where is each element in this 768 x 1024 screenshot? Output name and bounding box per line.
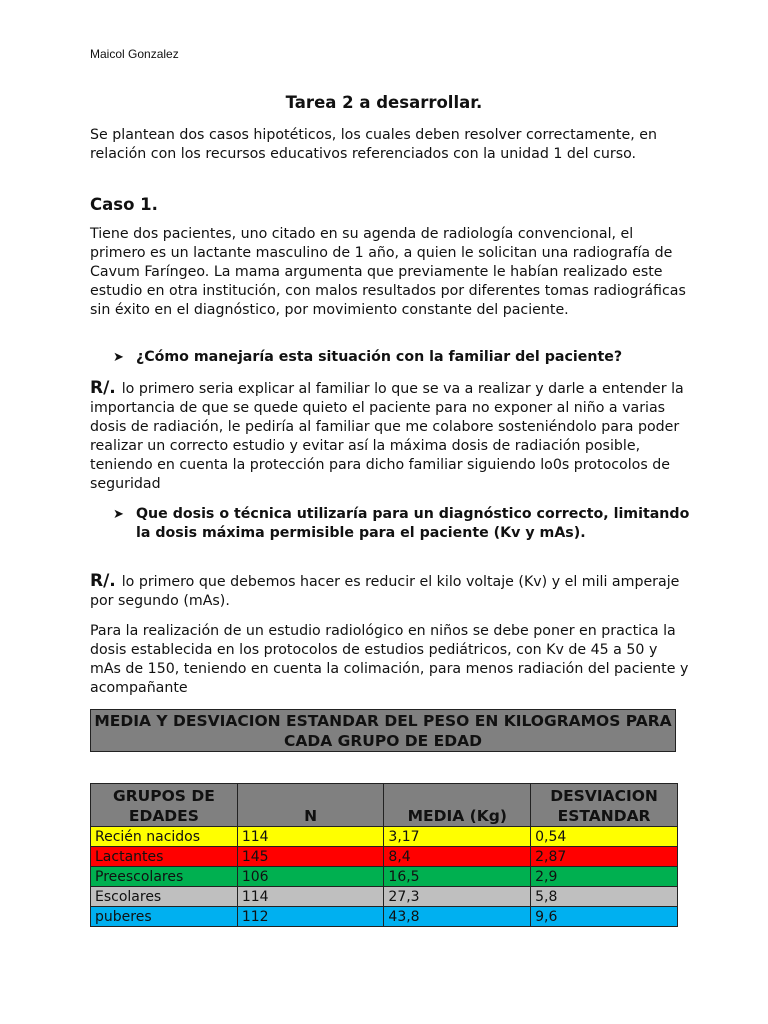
question-2-text: Que dosis o técnica utilizaría para un diagnóstico correcto, limitando la dosis máxima permisible para el paciente (Kv y mAs). bbox=[136, 506, 690, 541]
table-row bbox=[91, 887, 678, 907]
table-row bbox=[91, 907, 678, 927]
case-paragraph: Tiene dos pacientes, uno citado en su agenda de radiología convencional, el primero es un lactante masculino de 1 año, a quien le solicitan una radiografía de Cavum Faríngeo. La mama argumenta que previamente le habían realizado este estudio en otra institución, con malos resultados por diferentes tomas radiográficas sin éxito en el diagnóstico, por movimiento constante del paciente. bbox=[90, 226, 686, 318]
table-cell: 5,8 bbox=[531, 887, 678, 907]
answer-1-text: lo primero seria explicar al familiar lo que se va a realizar y darle a entender la importancia de que se quede quieto el paciente para no exponer al niño a varias dosis de radiación, le pediría al familiar que me colabore sosteniéndolo para poder realizar un correcto estudio y evitar así la máxima dosis de radiación posible, teniendo en cuenta la protección para dicho familiar siguiendo lo0s protocolos de seguridad bbox=[90, 381, 684, 492]
arrowhead-bullet-icon: ➤ bbox=[113, 507, 124, 522]
case-heading: Caso 1. bbox=[90, 195, 158, 214]
intro-paragraph: Se plantean dos casos hipotéticos, los cuales deben resolver correctamente, en relación con los recursos educativos referenciados con la unidad 1 del curso. bbox=[90, 127, 657, 162]
question-1 bbox=[113, 348, 696, 367]
table-row bbox=[91, 867, 678, 887]
table-cell: 3,17 bbox=[384, 827, 531, 847]
answer-marker: R/. bbox=[90, 571, 122, 591]
table-header-row bbox=[91, 784, 678, 827]
arrowhead-bullet-icon: ➤ bbox=[113, 350, 124, 365]
table-row bbox=[91, 827, 678, 847]
table-header-cell: N bbox=[237, 784, 384, 827]
page-title: Tarea 2 a desarrollar. bbox=[285, 93, 483, 112]
protocol-paragraph: Para la realización de un estudio radiológico en niños se debe poner en practica la dosis establecida en los protocolos de estudios pediátricos, con Kv de 45 a 50 y mAs de 150, teniendo en cuenta la colimación, para menos radiación del paciente y acompañante bbox=[90, 623, 689, 696]
table-cell: puberes bbox=[91, 907, 238, 927]
table-cell: 2,87 bbox=[531, 847, 678, 867]
answer-2-text: lo primero que debemos hacer es reducir el kilo voltaje (Kv) y el mili amperaje por segundo (mAs). bbox=[90, 574, 680, 609]
question-1-text: ¿Cómo manejaría esta situación con la familiar del paciente? bbox=[136, 349, 623, 365]
table-cell: 16,5 bbox=[384, 867, 531, 887]
table-cell: 114 bbox=[237, 827, 384, 847]
table-header-cell: GRUPOS DE EDADES bbox=[91, 784, 238, 827]
table-cell: 43,8 bbox=[384, 907, 531, 927]
answer-2 bbox=[90, 572, 690, 611]
table-cell: 114 bbox=[237, 887, 384, 907]
answer-1 bbox=[90, 379, 690, 494]
question-2 bbox=[113, 505, 696, 543]
table-cell: Escolares bbox=[91, 887, 238, 907]
answer-marker: R/. bbox=[90, 378, 122, 398]
table-cell: Preescolares bbox=[91, 867, 238, 887]
table-cell: Recién nacidos bbox=[91, 827, 238, 847]
table-cell: 2,9 bbox=[531, 867, 678, 887]
table-cell: 145 bbox=[237, 847, 384, 867]
table-row bbox=[91, 847, 678, 867]
table-cell: 8,4 bbox=[384, 847, 531, 867]
author-name: Maicol Gonzalez bbox=[90, 47, 179, 61]
table-cell: 106 bbox=[237, 867, 384, 887]
weight-table bbox=[90, 783, 678, 927]
table-cell: Lactantes bbox=[91, 847, 238, 867]
table-cell: 27,3 bbox=[384, 887, 531, 907]
table-banner: MEDIA Y DESVIACION ESTANDAR DEL PESO EN KILOGRAMOS PARA CADA GRUPO DE EDAD bbox=[90, 709, 676, 752]
table-cell: 0,54 bbox=[531, 827, 678, 847]
table-header-cell: DESVIACION ESTANDAR bbox=[531, 784, 678, 827]
table-cell: 9,6 bbox=[531, 907, 678, 927]
table-header-cell: MEDIA (Kg) bbox=[384, 784, 531, 827]
table-cell: 112 bbox=[237, 907, 384, 927]
